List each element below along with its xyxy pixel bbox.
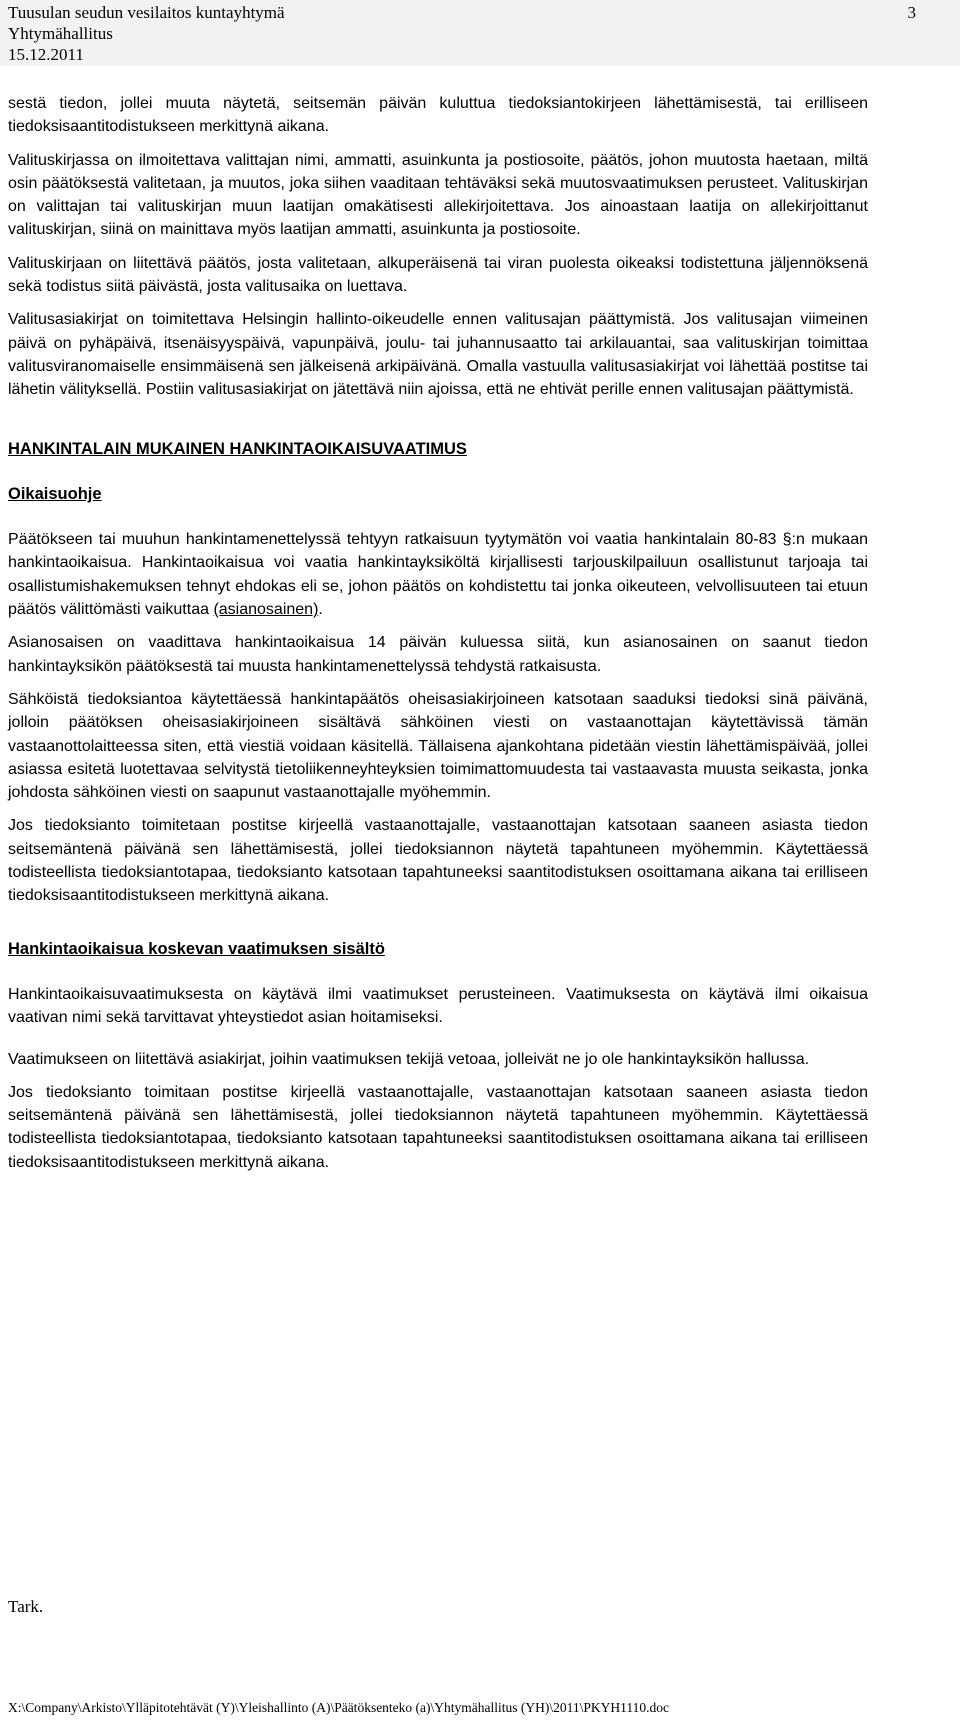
document-body bbox=[8, 92, 868, 1174]
paragraph-valituskirja-attachments: Valituskirjaan on liitettävä päätös, josta valitetaan, alkuperäisenä tai viran puolesta oikeaksi todistettuna jäljennöksenä sekä todistus siitä päivästä, josta valitusaika on luettava. bbox=[8, 254, 868, 296]
header-date: 15.12.2011 bbox=[8, 45, 84, 64]
header-organization: Tuusulan seudun vesilaitos kuntayhtymä bbox=[8, 3, 285, 22]
asianosainen-term: (asianosainen) bbox=[213, 601, 319, 619]
paragraph-vaatimukset-perusteineen: Hankintaoikaisuvaatimuksesta on käytävä ilmi vaatimukset perusteineen. Vaatimuksesta on käytävä ilmi oikaisua vaativan nimi sekä tarvittavat yhteystiedot asian hoitamiseksi. bbox=[8, 985, 868, 1027]
paragraph-valituskirja-content: Valituskirjassa on ilmoitettava valittajan nimi, ammatti, asuinkunta ja postiosoite, päätös, johon muutosta haetaan, miltä osin päätöksestä valitetaan, ja muutos, joka siihen vaaditaan tehtäväksi sekä muutosvaatimuksen perusteet. Valituskirjan on valittajan tai valituskirjan muun laatijan omakätisesti allekirjoitettava. Jos ainoastaan laatija on allekirjoittanut valituskirjan, siinä on mainittava myös laatijan ammatti, asuinkunta ja postiosoite. bbox=[8, 151, 868, 239]
paragraph-sahkoinen-tiedoksianto: Sähköistä tiedoksiantoa käytettäessä hankintapäätös oheisasiakirjoineen katsotaan saaduksi tiedoksi sinä päivänä, jolloin päätöksen oheisasiakirjoineen sisältävä sähköinen viesti on vastaanottajan käytettävissä tämän vastaanottolaitteessa siten, että viestiä voidaan käsitellä. Tällaisena ajankohtana pidetään viestin lähettämispäivää, jollei asiassa esitetä luotettavaa selvitystä tietoliikenneyhteyksien toimimattomuudesta tai vastaavasta muusta seikasta, jonka johdosta sähköinen viesti on saapunut vastaanottajalle myöhemmin. bbox=[8, 690, 868, 802]
heading-oikaisuohje: Oikaisuohje bbox=[8, 484, 102, 503]
page-number: 3 bbox=[907, 3, 916, 22]
paragraph-postitse-tiedoksianto-2: Jos tiedoksianto toimitaan postitse kirjeellä vastaanottajalle, vastaanottajan katsotaan saaneen asiasta tiedon seitsemäntenä päivänä sen lähettämisestä, jollei tiedoksiannon näytetä tapahtuneen myöhemmin. Käytettäessä todisteellista tiedoksiantotapaa, tiedoksianto katsotaan tapahtuneeksi saantitodistuksen osoittamana aikana tai erilliseen tiedoksisaantitodistukseen merkittynä aikana. bbox=[8, 1083, 868, 1171]
paragraph-postitse-tiedoksianto: Jos tiedoksianto toimitetaan postitse kirjeellä vastaanottajalle, vastaanottajan katsotaan saaneen asiasta tiedon seitsemäntenä päivänä sen lähettämisestä, jollei tiedoksiannon näytetä tapahtuneen myöhemmin. Käytettäessä todisteellista tiedoksiantotapaa, tiedoksianto katsotaan tapahtuneeksi saantitodistuksen osoittamana aikana tai erilliseen tiedoksisaantitodistukseen merkittynä aikana. bbox=[8, 817, 868, 905]
paragraph-hankintaoikaisu-oikeus bbox=[8, 528, 868, 621]
header-body: Yhtymähallitus bbox=[8, 24, 113, 43]
footer-file-path: X:\Company\Arkisto\Ylläpitotehtävät (Y)\Yleishallinto (A)\Päätöksenteko (a)\Yhtymähallitus (YH)\2011\PKYH1110.doc bbox=[8, 1700, 670, 1715]
paragraph-tiedoksianto-cont: sestä tiedon, jollei muuta näytetä, seitsemän päivän kuluttua tiedoksiantokirjeen lähettämisestä, tai erilliseen tiedoksisaantitodistukseen merkittynä aikana. bbox=[8, 95, 868, 136]
heading-vaatimuksen-sisalto: Hankintaoikaisua koskevan vaatimuksen sisältö bbox=[8, 939, 385, 958]
paragraph-valitusasiakirjat: Valitusasiakirjat on toimitettava Helsingin hallinto-oikeudelle ennen valitusajan päättymistä. Jos valitusajan viimeinen päivä on pyhäpäivä, itsenäisyyspäivä, vapunpäivä, joulu- tai juhannusaatto tai arkilauantai, saa valituskirjan toimittaa valitusviranomaiselle ensimmäisenä sen jälkeisenä arkipäivänä. Omalla vastuulla valitusasiakirjat voi lähettää postitse tai lähetin välityksellä. Postiin valitusasiakirjat on jätettävä niin ajoissa, että ne ehtivät perille ennen valitusajan päättymistä. bbox=[8, 311, 868, 399]
paragraph-hankintaoikaisu-end: . bbox=[318, 601, 323, 619]
paragraph-hankintaoikaisu-text: Päätökseen tai muuhun hankintamenettelyssä tehtyyn ratkaisuun tyytymätön voi vaatia hankintalain 80-83 §:n mukaan hankintaoikaisua. Hankintaoikaisua voi vaatia hankintayksiköltä kirjallisesti tarjouskilpailuun osallistunut tarjoaja tai osallistumishakemuksen tehnyt ehdokas eli se, johon päätös on kohdistettu tai jonka oikeuteen, velvollisuuteen tai etuun päätös välittömästi vaikuttaa bbox=[8, 531, 868, 619]
paragraph-liitettavat-asiakirjat: Vaatimukseen on liitettävä asiakirjat, joihin vaatimuksen tekijä vetoaa, jolleivät ne jo ole hankintayksikön hallussa. bbox=[8, 1050, 810, 1068]
paragraph-maaraaika: Asianosaisen on vaadittava hankintaoikaisua 14 päivän kuluessa siitä, kun asianosainen on saanut tiedon hankintayksikön päätöksestä tai muusta hankintamenettelyssä tehdystä ratkaisusta. bbox=[8, 634, 868, 675]
tark-label: Tark. bbox=[8, 1597, 44, 1616]
page-header bbox=[0, 0, 960, 66]
heading-hankintaoikaisuvaatimus: HANKINTALAIN MUKAINEN HANKINTAOIKAISUVAATIMUS bbox=[8, 439, 467, 458]
